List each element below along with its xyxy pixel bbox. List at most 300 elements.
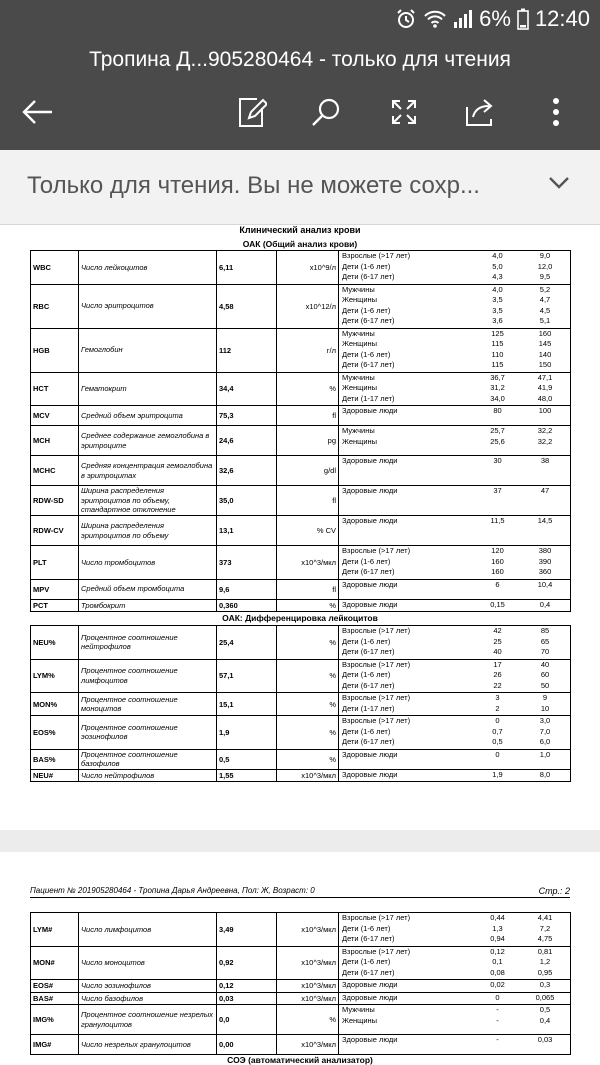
test-unit: % CV: [277, 516, 339, 546]
table-row: [31, 693, 571, 716]
reference-group: Здоровые люди: [342, 486, 398, 495]
test-unit: %: [277, 659, 339, 693]
reference-group: Мужчины: [342, 372, 375, 382]
table-row: [31, 1035, 571, 1055]
reference-group: Взрослые (>17 лет): [342, 626, 411, 635]
table-row: [31, 328, 571, 372]
test-code: MCHC: [31, 456, 79, 486]
test-value: 75,3: [217, 406, 277, 426]
reference-max: 5,1: [539, 316, 551, 325]
test-name: Процентное соотношение лимфоцитов: [79, 659, 217, 693]
reference-min: 30: [493, 456, 502, 465]
test-code: WBC: [31, 251, 79, 285]
reference-min: 0,7: [492, 726, 503, 736]
reference-max: 0,5: [539, 1005, 551, 1014]
test-value: 0,5: [217, 749, 277, 769]
reference-line: [339, 1035, 570, 1046]
reference-line: [339, 626, 570, 637]
reference-group: Дети (6-17 лет): [342, 967, 395, 977]
reference-group: Дети (6-17 лет): [342, 272, 395, 281]
test-value: 1,55: [217, 769, 277, 782]
test-unit: fl: [277, 579, 339, 599]
test-name: Число эозинофилов: [79, 980, 217, 993]
document-title: Тропина Д...905280464 - только для чтения: [89, 48, 511, 71]
document-page-1: [0, 225, 600, 830]
reference-min: 25,6: [490, 436, 505, 446]
status-bar: [0, 0, 600, 40]
test-unit: %: [277, 749, 339, 769]
reference-min: 34,0: [490, 393, 505, 403]
reference-ranges: [339, 579, 571, 599]
reference-line: [339, 360, 570, 371]
test-value: 0,03: [217, 992, 277, 1005]
test-unit: x10^9/л: [277, 251, 339, 285]
test-unit: g/dl: [277, 456, 339, 486]
reference-line: [339, 647, 570, 658]
reference-ranges: [339, 946, 571, 980]
reference-line: [339, 285, 570, 296]
reference-ranges: [339, 769, 571, 782]
reference-group: Здоровые люди: [342, 579, 398, 589]
test-value: 0,360: [217, 599, 277, 612]
test-code: BAS%: [31, 749, 79, 769]
reference-max: 160: [538, 328, 552, 338]
test-unit: fl: [277, 486, 339, 516]
table-row: [31, 659, 571, 693]
reference-ranges: [339, 328, 571, 372]
test-code: RBC: [31, 284, 79, 328]
test-name: Число незрелых гранулоцитов: [79, 1035, 217, 1055]
reference-min: 80: [493, 406, 502, 415]
reference-group: Дети (1-6 лет): [342, 261, 391, 271]
test-name: Число эритроцитов: [79, 284, 217, 328]
reference-group: Взрослые (>17 лет): [342, 913, 411, 922]
test-code: MCH: [31, 426, 79, 456]
test-unit: x10^3/мкл: [277, 980, 339, 993]
test-name: Ширина распределения эритроцитов по объему: [79, 516, 217, 546]
reference-min: 1,3: [492, 923, 503, 933]
test-unit: x10^3/мкл: [277, 992, 339, 1005]
edit-button[interactable]: [230, 92, 274, 136]
reference-line: [339, 426, 570, 437]
table-row: [31, 1005, 571, 1035]
reference-line: [339, 339, 570, 350]
reference-group: Здоровые люди: [342, 980, 398, 989]
reference-group: Взрослые (>17 лет): [342, 716, 411, 725]
results-table-differential: [30, 625, 571, 782]
reference-min: 5,0: [492, 261, 503, 271]
reference-max: 40: [540, 659, 550, 669]
reference-line: [339, 557, 570, 568]
table-row: [31, 426, 571, 456]
reference-line: [339, 1016, 570, 1027]
reference-min: 3,5: [492, 305, 503, 315]
reference-ranges: [339, 251, 571, 285]
reference-max: 41,9: [537, 383, 553, 392]
reference-min: 0,44: [490, 913, 505, 922]
test-value: 0,0: [217, 1005, 277, 1035]
reference-max: 70: [540, 647, 550, 656]
reference-min: 4,0: [492, 284, 503, 294]
reference-min: 22: [493, 680, 502, 690]
test-value: 0,00: [217, 1035, 277, 1055]
reference-min: 115: [491, 360, 504, 369]
reference-group: Мужчины: [342, 328, 375, 338]
test-value: 9,6: [217, 579, 277, 599]
reference-group: Дети (6-17 лет): [342, 316, 395, 325]
test-name: Число нейтрофилов: [79, 769, 217, 782]
results-table-cbc: [30, 250, 571, 612]
test-name: Процентное соотношение нейтрофилов: [79, 626, 217, 660]
reference-line: [339, 600, 570, 611]
test-name: Среднее содержание гемоглобина в эритроците: [79, 426, 217, 456]
reference-max: 145: [538, 339, 552, 348]
reference-group: Дети (6-17 лет): [342, 934, 395, 943]
reference-group: Здоровые люди: [342, 749, 398, 759]
reference-line: [339, 670, 570, 681]
reference-max: 140: [538, 349, 552, 359]
reference-group: Дети (1-17 лет): [342, 703, 395, 713]
reference-max: 0,3: [539, 980, 551, 989]
table-row: [31, 992, 571, 1005]
reference-max: 1,2: [539, 957, 551, 966]
read-only-banner[interactable]: [0, 150, 600, 225]
reference-max: 47: [540, 486, 550, 495]
reference-line: [339, 737, 570, 748]
reference-max: 0,4: [539, 599, 551, 609]
test-unit: %: [277, 599, 339, 612]
wifi-icon: [423, 9, 447, 29]
table-row: [31, 626, 571, 660]
reference-line: [339, 456, 570, 467]
reference-line: [339, 394, 570, 405]
reference-max: 7,2: [539, 923, 551, 933]
test-value: 3,49: [217, 913, 277, 947]
test-code: EOS%: [31, 716, 79, 750]
reference-group: Здоровые люди: [342, 456, 398, 465]
reference-group: Дети (6-17 лет): [342, 567, 395, 576]
reference-min: 11,5: [490, 516, 505, 525]
test-name: Средний объем тромбоцита: [79, 579, 217, 599]
reference-group: Взрослые (>17 лет): [342, 659, 411, 669]
test-name: Число базофилов: [79, 992, 217, 1005]
reference-ranges: [339, 372, 571, 406]
test-value: 13,1: [217, 516, 277, 546]
reference-group: Женщины: [342, 1015, 378, 1025]
reference-min: 0: [495, 716, 500, 725]
page-header: [30, 886, 570, 898]
reference-group: Взрослые (>17 лет): [342, 546, 411, 555]
back-button[interactable]: [16, 92, 60, 136]
reference-min: 1,9: [492, 769, 503, 779]
reference-min: 0,15: [490, 599, 505, 609]
test-name: Гематокрит: [79, 372, 217, 406]
document-page-2: [0, 852, 600, 1065]
reference-max: 0,03: [537, 1035, 553, 1044]
reference-max: 380: [538, 546, 552, 555]
reference-min: 2: [495, 703, 500, 713]
table-row: [31, 769, 571, 782]
patient-info: Пациент № 201905280464 - Тропина Дарья Андреевна, Пол: Ж, Возраст: 0: [30, 886, 315, 895]
reference-group: Взрослые (>17 лет): [342, 693, 411, 702]
reference-ranges: [339, 456, 571, 486]
reference-ranges: [339, 406, 571, 426]
reference-max: 9,0: [539, 251, 551, 260]
test-code: LYM#: [31, 913, 79, 947]
test-unit: %: [277, 693, 339, 716]
read-only-message: Только для чтения. Вы не можете сохр...: [27, 172, 480, 199]
search-button[interactable]: [304, 92, 348, 136]
test-code: NEU#: [31, 769, 79, 782]
reference-group: Дети (1-6 лет): [342, 726, 391, 736]
reference-max: 4,7: [539, 295, 551, 304]
test-unit: x10^3/мкл: [277, 546, 339, 580]
reference-max: 14,5: [537, 516, 553, 525]
reference-group: Дети (6-17 лет): [342, 360, 395, 369]
back-arrow-icon: [22, 99, 54, 130]
reference-line: [339, 262, 570, 273]
battery-icon: [517, 8, 529, 30]
reference-line: [339, 968, 570, 979]
table-row: [31, 251, 571, 285]
reference-max: 85: [540, 626, 550, 635]
test-code: IMG#: [31, 1035, 79, 1055]
section-title-leukocytes: ОАК: Дифференцировка лейкоцитов: [222, 613, 378, 623]
test-code: BAS#: [31, 992, 79, 1005]
reference-max: 6,0: [539, 737, 551, 746]
report-subtitle: ОАК (Общий анализ крови): [242, 239, 358, 249]
test-value: 35,0: [217, 486, 277, 516]
test-value: 24,6: [217, 426, 277, 456]
reference-min: 37: [493, 486, 502, 495]
reference-line: [339, 913, 570, 924]
reference-min: 31,2: [490, 383, 505, 392]
reference-line: [339, 993, 570, 1004]
test-value: 25,4: [217, 626, 277, 660]
reference-line: [339, 957, 570, 968]
table-row: [31, 599, 571, 612]
fullscreen-button[interactable]: [382, 92, 426, 136]
reference-ranges: [339, 546, 571, 580]
clock: 12:40: [534, 6, 590, 31]
reference-min: 0,12: [490, 946, 505, 956]
test-name: Процентное соотношение эозинофилов: [79, 716, 217, 750]
test-value: 0,12: [217, 980, 277, 993]
test-name: Число моноцитов: [79, 946, 217, 980]
reference-line: [339, 546, 570, 557]
reference-line: [339, 580, 570, 591]
test-code: MON#: [31, 946, 79, 980]
reference-ranges: [339, 659, 571, 693]
reference-max: 0,81: [537, 946, 553, 956]
app-toolbar: [0, 40, 600, 150]
reference-line: [339, 693, 570, 704]
reference-group: Дети (1-6 лет): [342, 349, 391, 359]
test-code: PCT: [31, 599, 79, 612]
reference-ranges: [339, 626, 571, 660]
reference-line: [339, 437, 570, 448]
reference-group: Дети (1-17 лет): [342, 393, 395, 403]
reference-group: Мужчины: [342, 426, 375, 435]
test-value: 4,58: [217, 284, 277, 328]
reference-ranges: [339, 284, 571, 328]
reference-min: 3,6: [492, 316, 503, 325]
test-unit: x10^12/л: [277, 284, 339, 328]
test-name: Число тромбоцитов: [79, 546, 217, 580]
test-code: NEU%: [31, 626, 79, 660]
lab-report: [30, 225, 570, 782]
reference-max: 0,4: [539, 1015, 551, 1025]
test-code: EOS#: [31, 980, 79, 993]
reference-group: Здоровые люди: [342, 599, 398, 609]
reference-min: 0,1: [492, 957, 503, 966]
signal-icon: [453, 9, 473, 29]
reference-group: Женщины: [342, 295, 378, 304]
test-name: Число лимфоцитов: [79, 913, 217, 947]
reference-min: 125: [491, 328, 504, 338]
reference-max: 12,0: [537, 261, 553, 271]
table-row: [31, 946, 571, 980]
test-code: RDW-CV: [31, 516, 79, 546]
test-value: 112: [217, 328, 277, 372]
reference-group: Дети (1-6 лет): [342, 923, 391, 933]
reference-min: 0,08: [490, 967, 505, 977]
table-row: [31, 913, 571, 947]
reference-line: [339, 934, 570, 945]
reference-min: 40: [493, 647, 502, 656]
reference-max: 390: [538, 556, 552, 566]
test-code: LYM%: [31, 659, 79, 693]
reference-min: 0: [495, 992, 500, 1002]
test-code: HGB: [31, 328, 79, 372]
reference-line: [339, 295, 570, 306]
table-row: [31, 372, 571, 406]
table-row: [31, 749, 571, 769]
reference-min: 4,3: [492, 272, 503, 281]
reference-group: Здоровые люди: [342, 992, 398, 1002]
share-button[interactable]: [458, 92, 502, 136]
reference-ranges: [339, 426, 571, 456]
reference-group: Мужчины: [342, 1005, 375, 1014]
reference-ranges: [339, 693, 571, 716]
reference-ranges: [339, 516, 571, 546]
reference-line: [339, 329, 570, 340]
reference-min: 3: [495, 693, 500, 702]
reference-min: 0,02: [490, 980, 505, 989]
reference-group: Мужчины: [342, 284, 375, 294]
reference-max: 50: [540, 680, 550, 690]
table-row: [31, 546, 571, 580]
test-value: 15,1: [217, 693, 277, 716]
reference-line: [339, 750, 570, 761]
test-code: PLT: [31, 546, 79, 580]
reference-max: 10,4: [537, 579, 553, 589]
table-row: [31, 406, 571, 426]
reference-max: 360: [538, 567, 552, 576]
test-unit: x10^3/мкл: [277, 1035, 339, 1055]
reference-group: Дети (1-6 лет): [342, 305, 391, 315]
reference-max: 8,0: [539, 769, 551, 779]
reference-ranges: [339, 913, 571, 947]
reference-group: Дети (1-6 лет): [342, 957, 391, 966]
reference-line: [339, 350, 570, 361]
table-row: [31, 486, 571, 516]
search-icon: [311, 97, 341, 132]
reference-line: [339, 383, 570, 394]
reference-min: 26: [493, 670, 502, 679]
reference-group: Женщины: [342, 436, 378, 446]
test-unit: x10^3/мкл: [277, 913, 339, 947]
reference-line: [339, 272, 570, 283]
reference-line: [339, 660, 570, 671]
edit-document-icon: [237, 96, 267, 133]
reference-group: Здоровые люди: [342, 1035, 398, 1044]
results-table-page-2: [30, 912, 571, 1055]
reference-line: [339, 306, 570, 317]
reference-group: Дети (1-6 лет): [342, 636, 391, 646]
reference-max: 0,065: [535, 992, 555, 1002]
reference-max: 38: [540, 456, 550, 465]
reference-max: 65: [540, 636, 550, 646]
test-name: Тромбокрит: [79, 599, 217, 612]
reference-min: 0,94: [490, 934, 505, 943]
test-unit: x10^3/мкл: [277, 769, 339, 782]
reference-line: [339, 1005, 570, 1016]
reference-max: 5,2: [539, 284, 551, 294]
reference-line: [339, 980, 570, 991]
reference-min: 115: [491, 339, 504, 348]
reference-ranges: [339, 1035, 571, 1055]
reference-max: 4,41: [537, 913, 553, 922]
more-options-button[interactable]: [534, 92, 578, 136]
test-name: Процентное соотношение незрелых гранулоцитов: [79, 1005, 217, 1035]
reference-line: [339, 947, 570, 958]
chevron-down-icon[interactable]: [548, 176, 570, 195]
test-code: IMG%: [31, 1005, 79, 1035]
reference-group: Здоровые люди: [342, 406, 398, 415]
reference-group: Здоровые люди: [342, 516, 398, 525]
test-unit: pg: [277, 426, 339, 456]
reference-line: [339, 704, 570, 715]
test-value: 57,1: [217, 659, 277, 693]
section-title-esr: СОЭ (автоматический анализатор): [227, 1055, 373, 1065]
test-name: Число лейкоцитов: [79, 251, 217, 285]
reference-group: Дети (6-17 лет): [342, 680, 395, 690]
reference-max: 100: [538, 406, 552, 415]
test-name: Ширина распределения эритроцитов по объему, стандартное отклонение: [79, 486, 217, 516]
reference-min: 3,5: [492, 295, 503, 304]
table-row: [31, 579, 571, 599]
reference-ranges: [339, 1005, 571, 1035]
table-row: [31, 284, 571, 328]
reference-min: -: [496, 1005, 499, 1014]
test-unit: fl: [277, 406, 339, 426]
reference-group: Взрослые (>17 лет): [342, 946, 411, 956]
test-value: 0,92: [217, 946, 277, 980]
reference-min: 160: [491, 567, 504, 576]
reference-max: 32,2: [537, 426, 553, 435]
reference-ranges: [339, 599, 571, 612]
test-name: Процентное соотношение моноцитов: [79, 693, 217, 716]
test-code: RDW-SD: [31, 486, 79, 516]
test-value: 32,6: [217, 456, 277, 486]
test-value: 373: [217, 546, 277, 580]
reference-min: -: [496, 1035, 499, 1044]
reference-min: 25,7: [490, 426, 505, 435]
table-row: [31, 980, 571, 993]
reference-min: 36,7: [490, 372, 505, 382]
reference-min: 4,0: [492, 251, 503, 260]
